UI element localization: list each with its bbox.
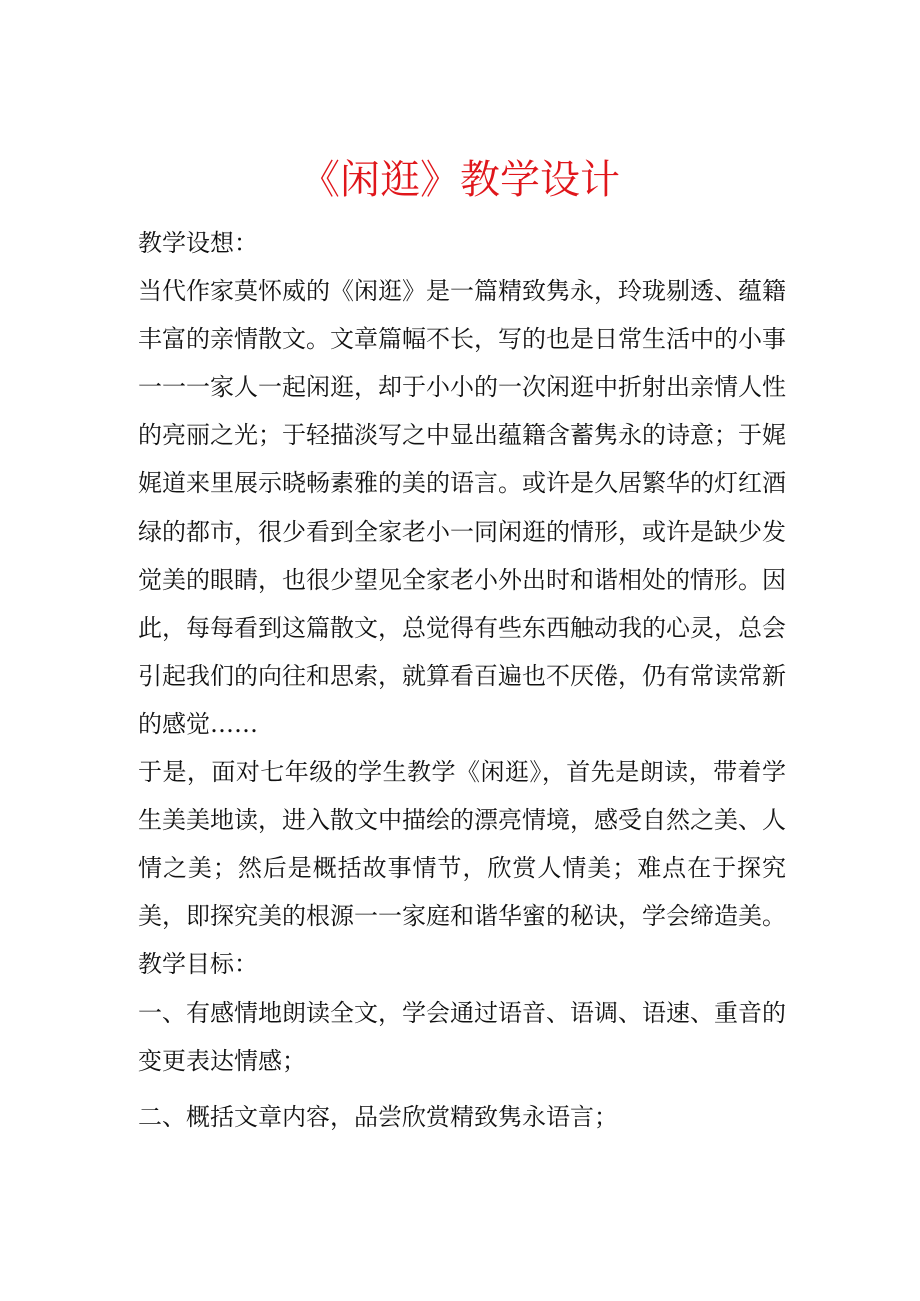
page-title: 《闲逛》教学设计 xyxy=(300,157,620,203)
paragraph-teaching-approach: 于是，面对七年级的学生教学《闲逛》，首先是朗读，带着学生美美地读，进入散文中描绘的漂亮情境，感受自然之美、人情之美；然后是概括故事情节，欣赏人情美；难点在于探究美，即探究美的根源一一家庭和谐华蜜的秘诀，学会缔造美。 xyxy=(138,758,786,931)
section-heading-teaching-goals: 教学目标： xyxy=(138,950,258,979)
goal-item-2: 二、概括文章内容，品尝欣赏精致隽永语言； xyxy=(138,1102,618,1131)
section-heading-teaching-idea: 教学设想： xyxy=(138,229,258,257)
document-body xyxy=(138,219,786,1141)
goal-item-1: 一、有感情地朗读全文，学会通过语音、语调、语速、重音的变更表达情感； xyxy=(138,998,786,1075)
paragraph-teaching-idea: 当代作家莫怀威的《闲逛》是一篇精致隽永，玲珑剔透、蕴籍丰富的亲情散文。文章篇幅不长，写的也是日常生活中的小事一一一家人一起闲逛，却于小小的一次闲逛中折射出亲情人性的亮丽之光；于轻描淡写之中显出蕴籍含蓄隽永的诗意；于娓娓道来里展示晓畅素雅的美的语言。或许是久居繁华的灯红酒绿的都市，很少看到全家老小一同闲逛的情形，或许是缺少发觉美的眼睛，也很少望见全家老小外出时和谐相处的情形。因此，每每看到这篇散文，总觉得有些东西触动我的心灵，总会引起我们的向往和思索，就算看百遍也不厌倦，仍有常读常新的感觉…… xyxy=(138,277,786,738)
